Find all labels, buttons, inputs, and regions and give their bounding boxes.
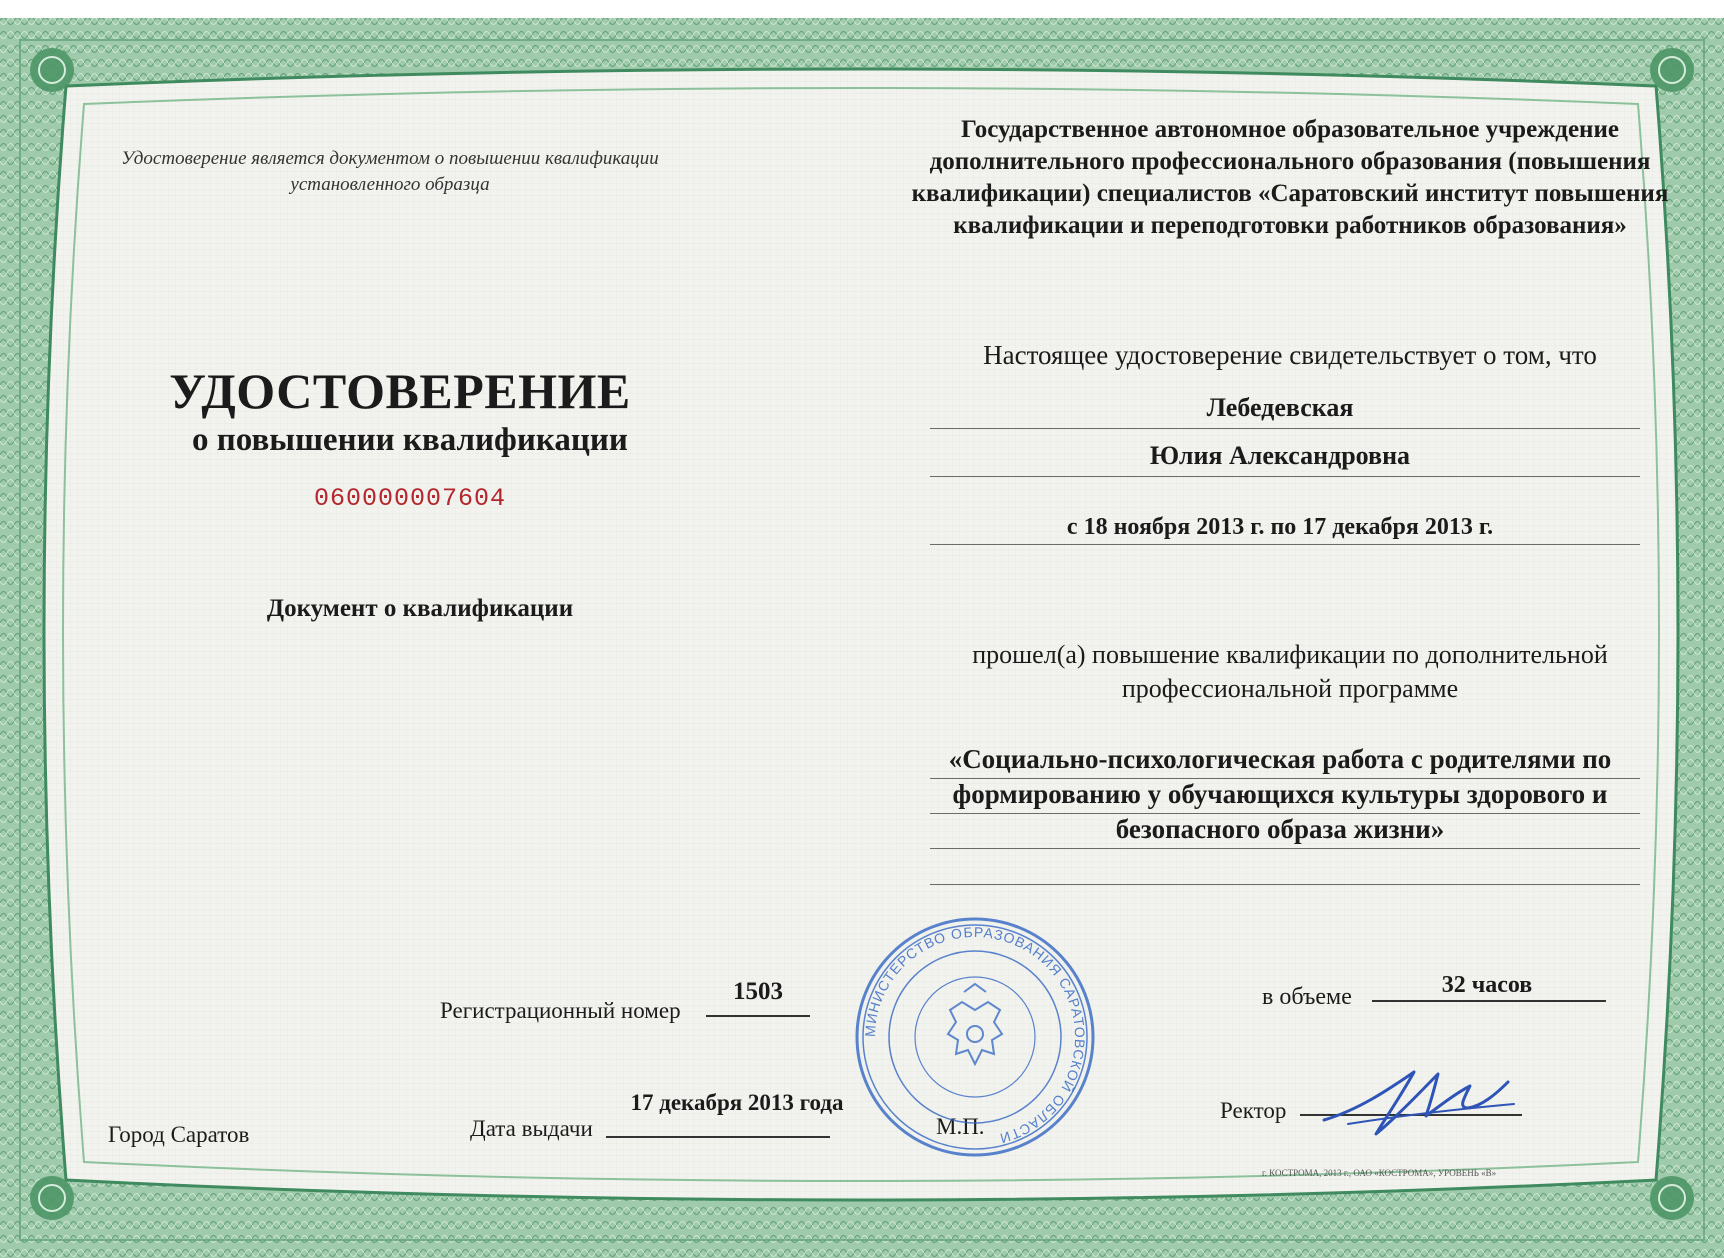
name-underline (930, 476, 1640, 477)
program-underline-3 (930, 848, 1640, 849)
coat-of-arms-icon (948, 984, 1002, 1064)
registration-label: Регистрационный номер (440, 998, 681, 1023)
surname-underline (930, 428, 1640, 429)
rector-label: Ректор (1220, 1098, 1287, 1123)
institution-name: Государственное автономное образовательное учреждение дополнительного профессионального образования (повышения квалификации) специалистов «Саратовский институт повышения квалификации и переподготовки работников образования» (911, 116, 1669, 239)
issue-date-label: Дата выдачи (470, 1116, 593, 1141)
volume-value: 32 часов (1441, 972, 1533, 998)
program-underline-2 (930, 813, 1640, 814)
certificate-status-note: Удостоверение является документом о повышении квалификации установленного образца (121, 148, 659, 195)
certificate-title: УДОСТОВЕРЕНИЕ (169, 363, 631, 419)
holder-surname: Лебедевская (1206, 393, 1354, 422)
program-underline-4 (930, 884, 1640, 885)
volume-underline (1372, 1000, 1606, 1002)
printer-imprint: г. КОСТРОМА, 2013 г., ОАО «КОСТРОМА», УРОВЕНЬ «В» (1262, 1168, 1497, 1178)
period-underline (930, 544, 1640, 545)
completion-text: прошел(а) повышение квалификации по дополнительной профессиональной программе (972, 640, 1608, 703)
issue-date-underline (606, 1136, 830, 1138)
program-underline-1 (930, 778, 1640, 779)
stamp-text: МИНИСТЕРСТВО ОБРАЗОВАНИЯ САРАТОВСКОЙ ОБЛАСТИ (861, 923, 1089, 1147)
city: Город Саратов (108, 1122, 250, 1147)
volume-label: в объеме (1262, 984, 1352, 1010)
svg-text:МИНИСТЕРСТВО ОБРАЗОВАНИЯ САРАТ (862, 924, 1088, 1147)
program-title: «Социально-психологическая работа с родителями по формированию у обучающихся культуры здорового и безопасного образа жизни» (948, 744, 1612, 844)
study-period: с 18 ноября 2013 г. по 17 декабря 2013 г. (1066, 514, 1494, 540)
holder-name: Юлия Александровна (1149, 441, 1411, 470)
certificate-subtitle: о повышении квалификации (192, 422, 628, 458)
registration-underline (706, 1015, 810, 1017)
serial-number: 060000007604 (313, 484, 507, 513)
seal-place-label: М.П. (936, 1114, 985, 1139)
document-type: Документ о квалификации (266, 595, 574, 622)
certifies-text: Настоящее удостоверение свидетельствует о том, что (983, 340, 1597, 370)
registration-number: 1503 (733, 978, 783, 1005)
official-stamp (852, 914, 1098, 1160)
rector-signature (1318, 1060, 1518, 1140)
issue-date: 17 декабря 2013 года (630, 1090, 844, 1115)
